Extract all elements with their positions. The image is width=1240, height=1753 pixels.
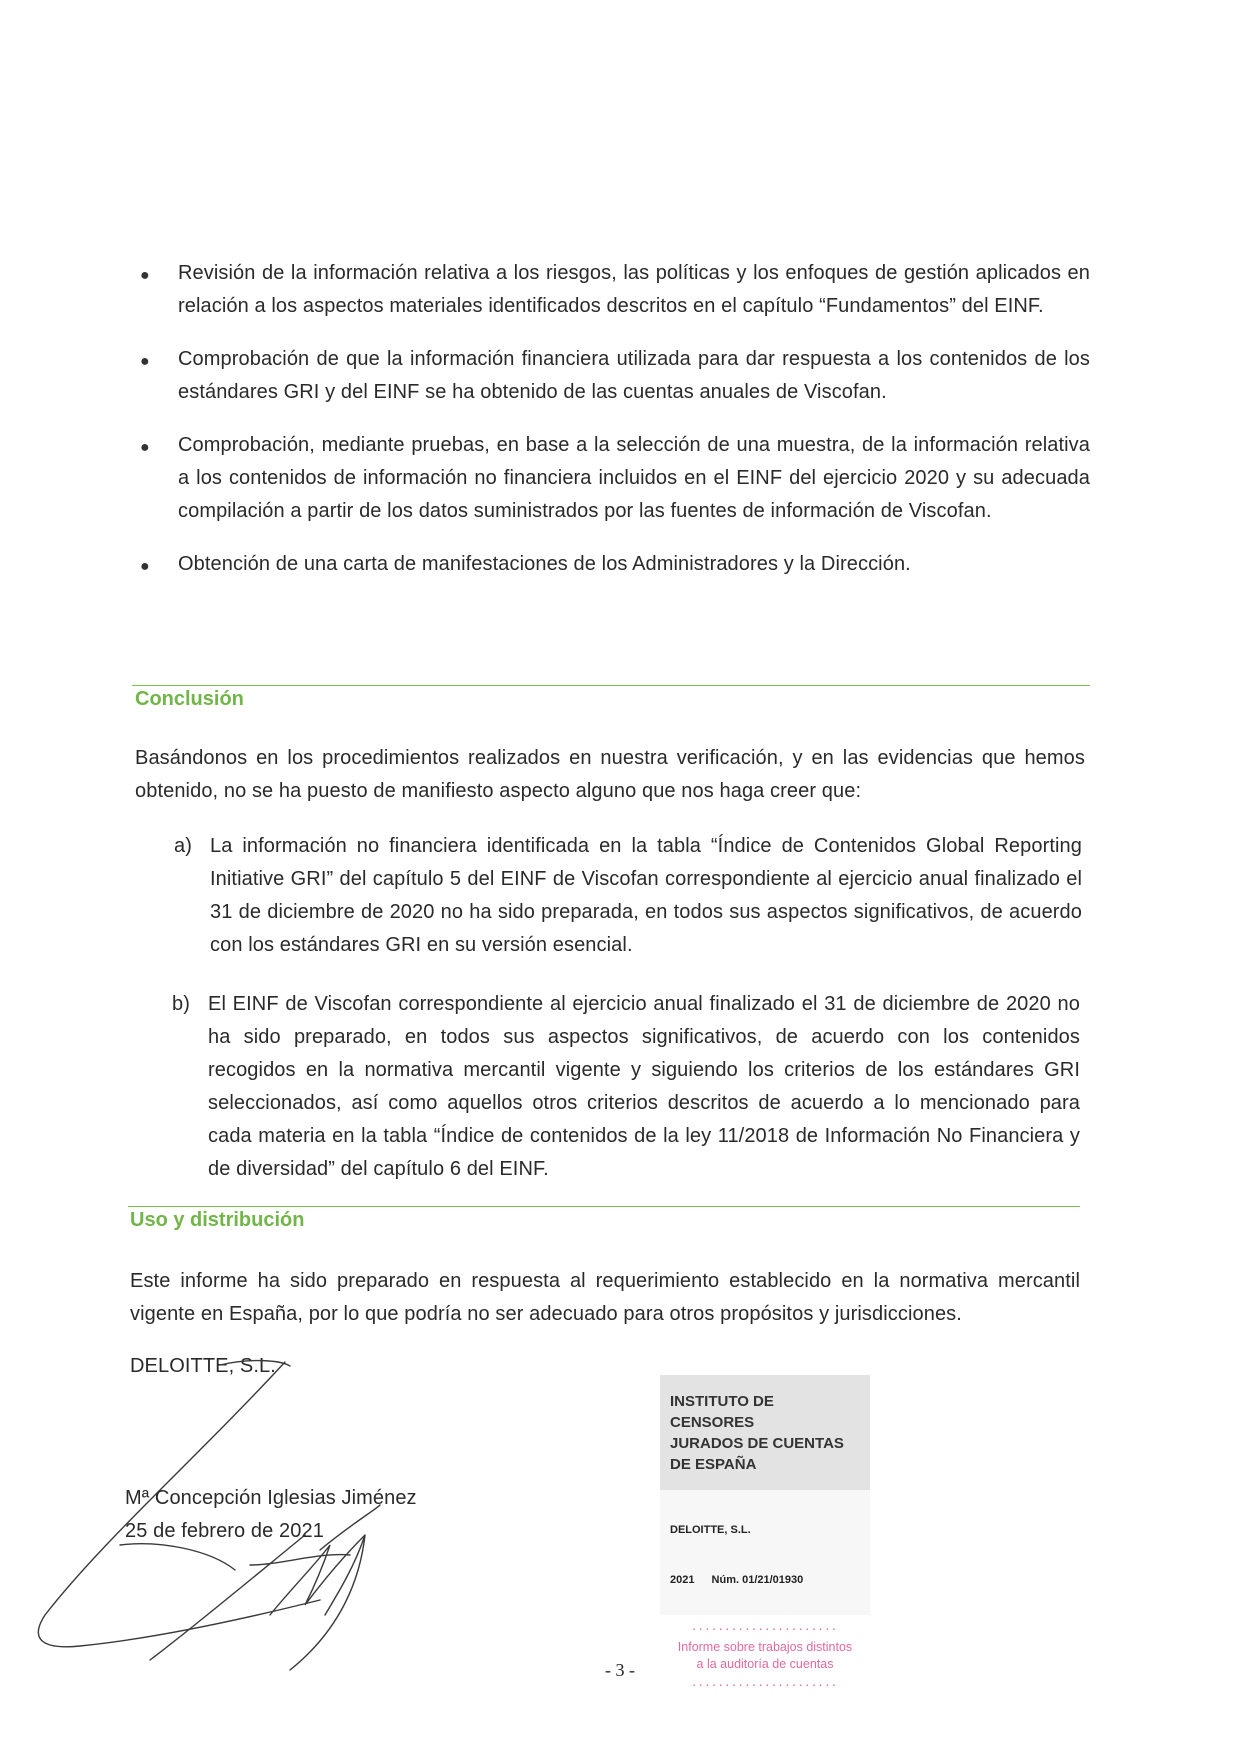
conclusion-intro: Basándonos en los procedimientos realizados en nuestra verificación, y en las evidencias que hemos obtenido, no se ha puesto de manifiesto aspecto alguno que nos haga creer que: bbox=[135, 747, 1085, 802]
bullet-text: Revisión de la información relativa a los riesgos, las políticas y los enfoques de gestión aplicados en relación a los aspectos materiales identificados descritos en el capítulo “Fundamentos” del EINF. bbox=[178, 262, 1090, 317]
stamp-header bbox=[660, 1375, 870, 1490]
signature-firm: DELOITTE, S.L. bbox=[130, 1355, 276, 1377]
item-text: El EINF de Viscofan correspondiente al ejercicio anual finalizado el 31 de diciembre de 2020 no ha sido preparado, en todos sus aspectos significativos, de acuerdo con los contenidos recogidos en la normativa mercantil vigente y siguiendo los criterios de los estándares GRI seleccionados, así como aquellos otros criterios descritos de acuerdo a lo mencionado para cada materia en la tabla “Índice de contenidos de la ley 11/2018 de Información No Financiera y de diversidad” del capítulo 6 del EINF. bbox=[208, 993, 1080, 1180]
bullet-icon: ● bbox=[140, 558, 150, 575]
stamp-dots: ······················ bbox=[691, 1676, 839, 1692]
bullet-item bbox=[130, 548, 1090, 581]
stamp-number: Núm. 01/21/01930 bbox=[711, 1574, 804, 1586]
bullet-text: Comprobación, mediante pruebas, en base a la selección de una muestra, de la información relativa a los contenidos de información no financiera incluidos en el EINF del ejercicio 2020 y su adecuada compilación a partir de los datos suministrados por las fuentes de información de Viscofan. bbox=[178, 434, 1090, 522]
signature-date: 25 de febrero de 2021 bbox=[125, 1520, 324, 1542]
conclusion-item-a bbox=[174, 830, 1082, 962]
signer-name: Mª Concepción Iglesias Jiménez bbox=[125, 1487, 417, 1509]
section-divider bbox=[128, 1206, 1080, 1207]
stamp-title-line: DE ESPAÑA bbox=[670, 1456, 757, 1473]
bullet-icon: ● bbox=[140, 353, 150, 370]
stamp-registration bbox=[670, 1574, 860, 1586]
bullet-icon: ● bbox=[140, 267, 150, 284]
bullet-text: Comprobación de que la información financiera utilizada para dar respuesta a los contenidos de los estándares GRI y del EINF se ha obtenido de las cuentas anuales de Viscofan. bbox=[178, 348, 1090, 403]
stamp-firm: DELOITTE, S.L. bbox=[670, 1524, 751, 1536]
bullet-icon: ● bbox=[140, 439, 150, 456]
section-divider bbox=[132, 685, 1090, 686]
stamp-year: 2021 bbox=[670, 1574, 695, 1586]
stamp-title-line: INSTITUTO DE CENSORES bbox=[670, 1393, 774, 1431]
conclusion-heading: Conclusión bbox=[135, 688, 244, 710]
stamp-dots: ······················ bbox=[691, 1620, 839, 1636]
uso-text: Este informe ha sido preparado en respuesta al requerimiento establecido en la normativa mercantil vigente en España, por lo que podría no ser adecuado para otros propósitos y jurisdicciones. bbox=[130, 1270, 1080, 1325]
item-marker: a) bbox=[174, 835, 192, 857]
bullet-item bbox=[130, 257, 1090, 323]
stamp-body bbox=[660, 1490, 870, 1615]
stamp-note-line: Informe sobre trabajos distintos bbox=[677, 1640, 853, 1654]
bullet-item bbox=[130, 429, 1090, 528]
uso-heading: Uso y distribución bbox=[130, 1209, 305, 1231]
procedures-bullet-list bbox=[130, 257, 1090, 601]
conclusion-item-b bbox=[172, 988, 1080, 1186]
stamp-title-line: JURADOS DE CUENTAS bbox=[670, 1435, 844, 1452]
bullet-text: Obtención de una carta de manifestaciones de los Administradores y la Dirección. bbox=[178, 553, 911, 575]
bullet-item bbox=[130, 343, 1090, 409]
item-marker: b) bbox=[172, 993, 190, 1015]
item-text: La información no financiera identificada en la tabla “Índice de Contenidos Global Reporting Initiative GRI” del capítulo 5 del EINF de Viscofan correspondiente al ejercicio anual finalizado el 31 de diciembre de 2020 no ha sido preparada, en todos sus aspectos significativos, de acuerdo con los estándares GRI en su versión esencial. bbox=[210, 835, 1082, 956]
stamp-note-line: a la auditoría de cuentas bbox=[696, 1657, 834, 1671]
icjce-stamp bbox=[660, 1375, 870, 1692]
page-number: - 3 - bbox=[605, 1660, 635, 1680]
